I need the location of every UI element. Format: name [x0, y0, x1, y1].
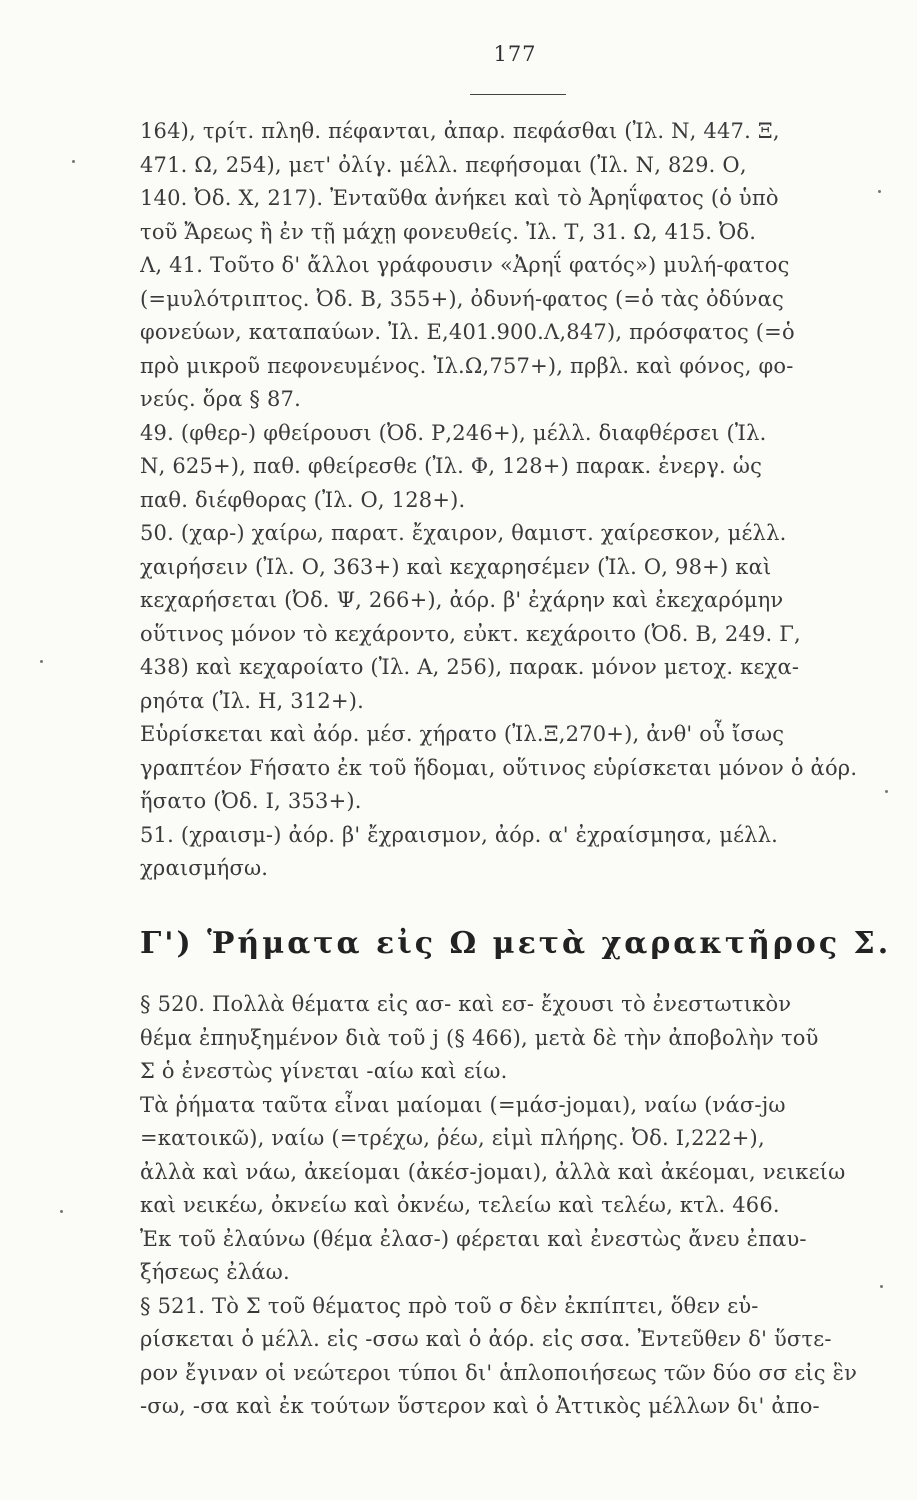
text-line: φονεύων, καταπαύων. Ἰλ. Ε,401.900.Λ,847), πρόσφατος (=ὁ	[140, 320, 795, 344]
text-line: 471. Ω, 254), μετ' ὀλίγ. μέλλ. πεφήσομαι (Ἰλ. Ν, 829. Ο,	[140, 152, 747, 177]
text-line: 438) καὶ κεχαροίατο (Ἰλ. Α, 256), παρακ. μόνον μετοχ. κεχα-	[140, 655, 800, 679]
text-line: νεύς. ὅρα § 87.	[140, 387, 301, 411]
text-line: θέμα ἐπηυξημένον διὰ τοῦ j (§ 466), μετὰ δὲ τὴν ἀποβολὴν τοῦ	[140, 1025, 819, 1050]
text-line: ρηότα (Ἰλ. Η, 312+).	[140, 688, 365, 713]
text-line: καὶ νεικέω, ὀκνείω καὶ ὀκνέω, τελείω καὶ τελέω, κτλ. 466.	[140, 1193, 780, 1217]
text-line: γραπτέον Fήσατο ἐκ τοῦ ἥδομαι, οὕτινος εὑρίσκεται μόνον ὁ ἀόρ.	[140, 755, 858, 780]
text-line: Ν, 625+), παθ. φθείρεσθε (Ἰλ. Φ, 128+) παρακ. ἐνεργ. ὡς	[140, 454, 763, 478]
text-block-upper	[140, 115, 858, 886]
text-line: 50. (χαρ-) χαίρω, παρατ. ἔχαιρον, θαμιστ. χαίρεσκον, μέλλ.	[140, 521, 787, 545]
text-line: ρον ἔγιναν οἱ νεώτεροι τύποι δι' ἁπλοποιήσεως τῶν δύο σσ εἰς ἓν	[140, 1360, 858, 1385]
text-line: Εὑρίσκεται καὶ ἀόρ. μέσ. χήρατο (Ἰλ.Ξ,270+), ἀνθ' οὗ ἴσως	[140, 722, 785, 746]
text-line: -σω, -σα καὶ ἐκ τούτων ὕστερον καὶ ὁ Ἀττικὸς μέλλων δι' ἀπο-	[140, 1394, 820, 1418]
text-line: πρὸ μικροῦ πεφονευμένος. Ἰλ.Ω,757+), πρβλ. καὶ φόνος, φο-	[140, 353, 794, 378]
page-number-rule	[470, 94, 566, 95]
text-line: χαιρήσειν (Ἰλ. Ο, 363+) καὶ κεχαρησέμεν (Ἰλ. Ο, 98+) καὶ	[140, 554, 772, 579]
text-line: τοῦ Ἄρεως ἢ ἐν τῇ μάχῃ φονευθείς. Ἰλ. Τ, 31. Ω, 415. Ὀδ.	[140, 219, 757, 244]
text-line: 51. (χραισμ-) ἀόρ. β' ἔχραισμον, ἀόρ. α' ἐχραίσμησα, μέλλ.	[140, 822, 779, 847]
text-line: ρίσκεται ὁ μέλλ. εἰς -σσω καὶ ὁ ἀόρ. εἰς σσα. Ἐντεῦθεν δ' ὕστε-	[140, 1327, 832, 1351]
scan-speck	[878, 190, 881, 193]
text-line: Σ ὁ ἐνεστὼς γίνεται -αίω καὶ είω.	[140, 1059, 508, 1083]
text-line: ἥσατο (Ὀδ. Ι, 353+).	[140, 789, 362, 813]
page-number: 177	[493, 42, 537, 66]
text-line: κεχαρήσεται (Ὀδ. Ψ, 266+), ἀόρ. β' ἐχάρην καὶ ἐκεχαρόμην	[140, 588, 784, 612]
section-heading: Γ') Ῥήματα εἰς Ω μετὰ χαρακτῆρος Σ.	[140, 926, 892, 961]
text-line: Λ, 41. Τοῦτο δ' ἄλλοι γράφουσιν «Ἀρηΐ φατός») μυλή-φατος	[140, 253, 790, 277]
scan-speck	[880, 1285, 883, 1288]
text-line: χραισμήσω.	[140, 856, 269, 880]
text-block-lower	[140, 988, 858, 1424]
text-line: § 520. Πολλὰ θέματα εἰς ασ- καὶ εσ- ἔχουσι τὸ ἐνεστωτικὸν	[140, 992, 792, 1016]
text-line: =κατοικῶ), ναίω (=τρέχω, ῥέω, εἰμὶ πλήρης. Ὀδ. Ι,222+),	[140, 1126, 765, 1150]
text-line: 164), τρίτ. πληθ. πέφανται, ἀπαρ. πεφάσθαι (Ἰλ. Ν, 447. Ξ,	[140, 119, 780, 143]
text-line: (=μυλότριπτος. Ὀδ. Β, 355+), ὀδυνή-φατος (=ὁ τὰς ὀδύνας	[140, 286, 784, 311]
scan-speck	[40, 660, 43, 663]
text-line: παθ. διέφθορας (Ἰλ. Ο, 128+).	[140, 487, 466, 512]
text-line: 49. (φθερ-) φθείρουσι (Ὀδ. Ρ,246+), μέλλ. διαφθέρσει (Ἰλ.	[140, 420, 767, 445]
text-line: Τὰ ῥήματα ταῦτα εἶναι μαίομαι (=μάσ-jομαι), ναίω (νάσ-jω	[140, 1092, 786, 1117]
scan-speck	[885, 790, 888, 793]
text-line: § 521. Τὸ Σ τοῦ θέματος πρὸ τοῦ σ δὲν ἐκπίπτει, ὅθεν εὑ-	[140, 1293, 759, 1318]
scan-speck	[60, 1210, 63, 1213]
text-line: 140. Ὀδ. Χ, 217). Ἐνταῦθα ἀνήκει καὶ τὸ Ἀρηΐφατος (ὁ ὑπὸ	[140, 186, 779, 210]
text-line: οὕτινος μόνον τὸ κεχάροντο, εὐκτ. κεχάροιτο (Ὀδ. Β, 249. Γ,	[140, 621, 801, 646]
scan-speck	[72, 160, 75, 163]
text-line: ἀλλὰ καὶ νάω, ἀκείομαι (ἀκέσ-jομαι), ἀλλὰ καὶ ἀκέομαι, νεικείω	[140, 1159, 846, 1184]
text-line: Ἐκ τοῦ ἐλαύνω (θέμα ἐλασ-) φέρεται καὶ ἐνεστὼς ἄνευ ἐπαυ-	[140, 1226, 807, 1251]
text-line: ξήσεως ἐλάω.	[140, 1260, 290, 1284]
